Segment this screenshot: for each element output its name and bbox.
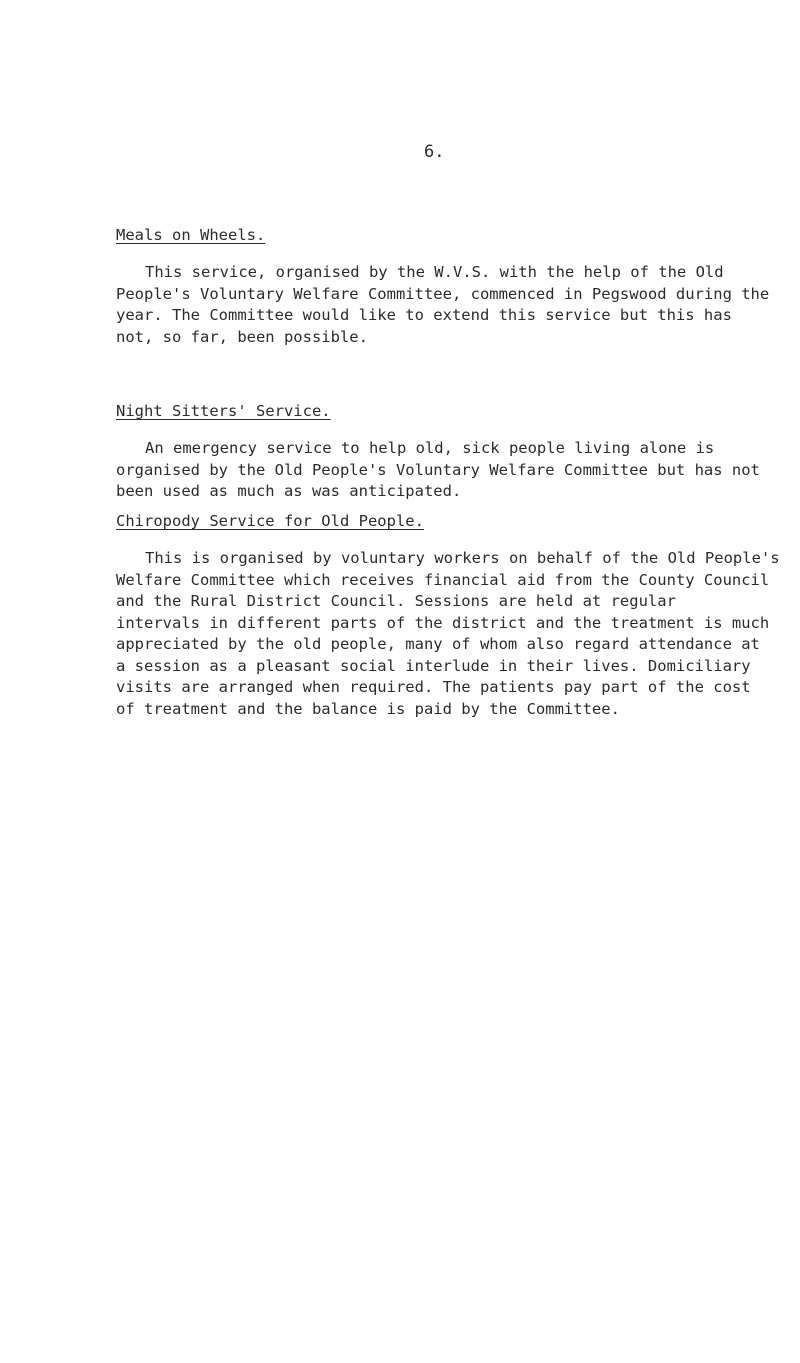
paragraph-line: Welfare Committee which receives financial aid from the County Council	[116, 570, 770, 589]
section-paragraph	[116, 548, 800, 720]
paragraph-line: visits are arranged when required. The patients pay part of the cost	[116, 678, 751, 696]
section-night-sitters	[116, 402, 800, 503]
paragraph-line: a session as a pleasant social interlude in their lives. Domiciliary	[116, 656, 751, 675]
paragraph-line: intervals in different parts of the district and the treatment is much	[116, 613, 770, 632]
section-meals-on-wheels	[116, 226, 800, 348]
paragraph-line: not, so far, been possible.	[116, 327, 368, 346]
paragraph-line: People's Voluntary Welfare Committee, commenced in Pegswood during the	[116, 284, 770, 303]
section-chiropody	[116, 512, 800, 720]
section-paragraph	[116, 262, 800, 348]
page-number: 6.	[424, 142, 445, 162]
paragraph-line: been used as much as was anticipated.	[116, 482, 462, 500]
paragraph-line: of treatment and the balance is paid by the Committee.	[116, 699, 620, 718]
paragraph-line: This is organised by voluntary workers on behalf of the Old People's	[145, 549, 780, 567]
paragraph-line: and the Rural District Council. Sessions are held at regular	[116, 592, 676, 610]
paragraph-line: year. The Committee would like to extend this service but this has	[116, 306, 732, 324]
paragraph-line: This service, organised by the W.V.S. with the help of the Old	[145, 263, 724, 281]
section-heading: Meals on Wheels.	[116, 226, 266, 244]
section-paragraph	[116, 438, 800, 503]
section-heading: Night Sitters' Service.	[116, 402, 331, 420]
paragraph-line: organised by the Old People's Voluntary Welfare Committee but has not	[116, 460, 760, 479]
paragraph-line: appreciated by the old people, many of whom also regard attendance at	[116, 635, 760, 653]
paragraph-line: An emergency service to help old, sick people living alone is	[145, 439, 715, 457]
section-heading: Chiropody Service for Old People.	[116, 512, 424, 530]
